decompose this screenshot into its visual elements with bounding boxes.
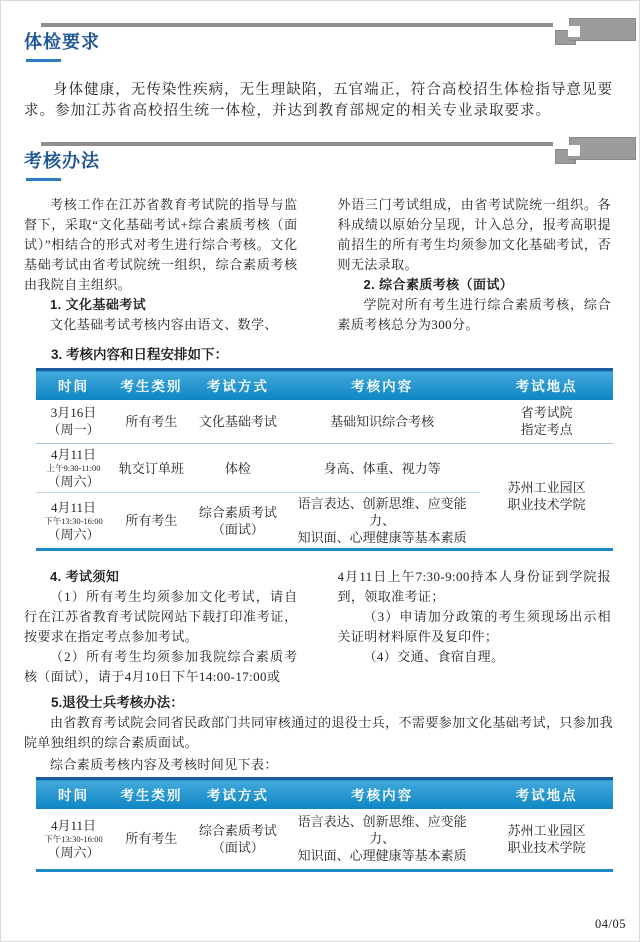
physical-exam-paragraph: 身体健康，无传染性疾病，无生理缺陷，五官端正，符合高校招生体检指导意见要求。参加江苏省高校招生统一体检，并达到教育部规定的相关专业录取要求。 xyxy=(24,82,613,119)
ornament-white-notch xyxy=(568,145,580,156)
title-underline xyxy=(26,178,61,181)
schedule-table xyxy=(36,368,613,551)
col-header-candidate-type: 考生类别 xyxy=(111,370,192,400)
section-divider xyxy=(41,138,636,146)
item-2-paragraph: 学院对所有考生进行综合素质考核，综合素质考核总分为300分。 xyxy=(337,297,611,332)
item-1-heading: 1. 文化基础考试 xyxy=(50,297,147,312)
assessment-left-column xyxy=(24,195,298,335)
divider-line xyxy=(41,23,553,27)
notice-two-column-text xyxy=(24,567,611,687)
notice-point-1: （1）所有考生均须参加文化考试，请自行在江苏省教育考试院网站下载打印准考证，按要求在指定考点参加考试。 xyxy=(24,589,298,644)
notice-right-column xyxy=(338,567,612,687)
cell-exam-location: 苏州工业园区 职业技术学院 xyxy=(507,822,586,855)
cell-exam-content: 基础知识综合考核 xyxy=(284,400,480,444)
notice-point-4: （4）交通、食宿自理。 xyxy=(363,649,505,664)
col-header-candidate-type: 考生类别 xyxy=(111,779,192,809)
cell-time: 4月11日 下午13:30-16:00 （周六） xyxy=(44,817,103,860)
item-3-heading: 3. 考核内容和日程安排如下： xyxy=(51,347,229,362)
item-2-heading: 2. 综合素质考核（面试） xyxy=(363,277,514,292)
notice-point-2: （2）所有考生均须参加我院综合素质考核（面试），请于4月10日下午14:00-17:00或 xyxy=(24,649,298,684)
cell-exam-method: 综合素质考试 （面试） xyxy=(198,504,277,537)
divider-line xyxy=(41,142,553,146)
col-header-time: 时间 xyxy=(36,370,111,400)
section-divider xyxy=(41,19,636,27)
notice-point-2-continued: 4月11日上午7:30-9:00持本人身份证到学院报到，领取准考证； xyxy=(337,569,611,604)
cell-candidate-type: 所有考生 xyxy=(111,400,192,444)
cell-exam-content: 语言表达、创新思维、应变能力、 知识面、心理健康等基本素质 xyxy=(297,814,467,864)
corner-ornament xyxy=(555,136,636,164)
assessment-intro-paragraph: 考核工作在江苏省教育考试院的指导与监督下，采取“文化基础考试+综合素质考核（面试）”相结合的形式对考生进行综合考核。文化基础考试由省考试院统一组织，综合素质考核由我院自主组织。 xyxy=(24,197,298,292)
veterans-table-intro: 综合素质考核内容及考核时间见下表： xyxy=(50,757,278,772)
ornament-white-notch xyxy=(568,26,580,37)
item-4-heading: 4. 考试须知 xyxy=(50,569,120,584)
veterans-schedule-table xyxy=(36,777,613,872)
section-title-physical-exam: 体检要求 xyxy=(24,32,100,52)
table-header-row xyxy=(36,370,613,400)
section-title-assessment-method: 考核办法 xyxy=(24,151,100,171)
col-header-time: 时间 xyxy=(36,779,111,809)
cell-exam-method: 文化基础考试 xyxy=(192,400,284,444)
corner-ornament xyxy=(555,17,636,45)
cell-candidate-type: 所有考生 xyxy=(125,513,178,528)
col-header-exam-content: 考核内容 xyxy=(284,779,480,809)
table-row xyxy=(36,444,613,493)
notice-left-column xyxy=(24,567,298,687)
item-1-paragraph-continued: 外语三门考试组成，由省考试院统一组织。各科成绩以原始分呈现，计入总分，报考高职提前招生的所有考生均须参加文化基础考试，否则无法录取。 xyxy=(337,197,611,272)
title-underline xyxy=(26,59,61,62)
cell-time: 4月11日 上午9:30-11:00 （周六） xyxy=(36,444,111,493)
col-header-exam-content: 考核内容 xyxy=(284,370,480,400)
assessment-right-column xyxy=(338,195,612,335)
col-header-exam-location: 考试地点 xyxy=(480,779,613,809)
cell-candidate-type: 轨交订单班 xyxy=(111,444,192,493)
assessment-two-column-text xyxy=(24,195,611,335)
cell-exam-location-merged: 苏州工业园区 职业技术学院 xyxy=(507,480,586,512)
cell-exam-method: 综合素质考试 （面试） xyxy=(198,822,277,855)
cell-exam-content: 身高、体重、视力等 xyxy=(284,444,480,493)
cell-time: 3月16日 （周一） xyxy=(36,400,111,444)
col-header-exam-method: 考试方式 xyxy=(192,370,284,400)
page-number: 04/05 xyxy=(595,917,626,931)
cell-candidate-type: 所有考生 xyxy=(125,831,178,847)
veterans-paragraph: 由省教育考试院会同省民政部门共同审核通过的退役士兵，不需要参加文化基础考试，只参加我院单独组织的综合素质面试。 xyxy=(24,715,613,750)
table-header-row xyxy=(36,779,613,809)
cell-exam-method: 体检 xyxy=(192,444,284,493)
notice-point-3: （3）申请加分政策的考生须现场出示相关证明材料原件及复印件； xyxy=(337,609,611,644)
item-1-paragraph: 文化基础考试考核内容由语文、数学、 xyxy=(50,317,278,332)
col-header-exam-method: 考试方式 xyxy=(192,779,284,809)
cell-exam-location: 省考试院 指定考点 xyxy=(480,400,613,444)
table-row xyxy=(36,809,613,871)
item-5-heading: 5.退役士兵考核办法： xyxy=(51,695,184,710)
cell-exam-content: 语言表达、创新思维、应变能力、 知识面、心理健康等基本素质 xyxy=(297,496,467,545)
cell-time: 4月11日 下午13:30-16:00 （周六） xyxy=(44,499,103,542)
table-row xyxy=(36,400,613,444)
col-header-exam-location: 考试地点 xyxy=(480,370,613,400)
